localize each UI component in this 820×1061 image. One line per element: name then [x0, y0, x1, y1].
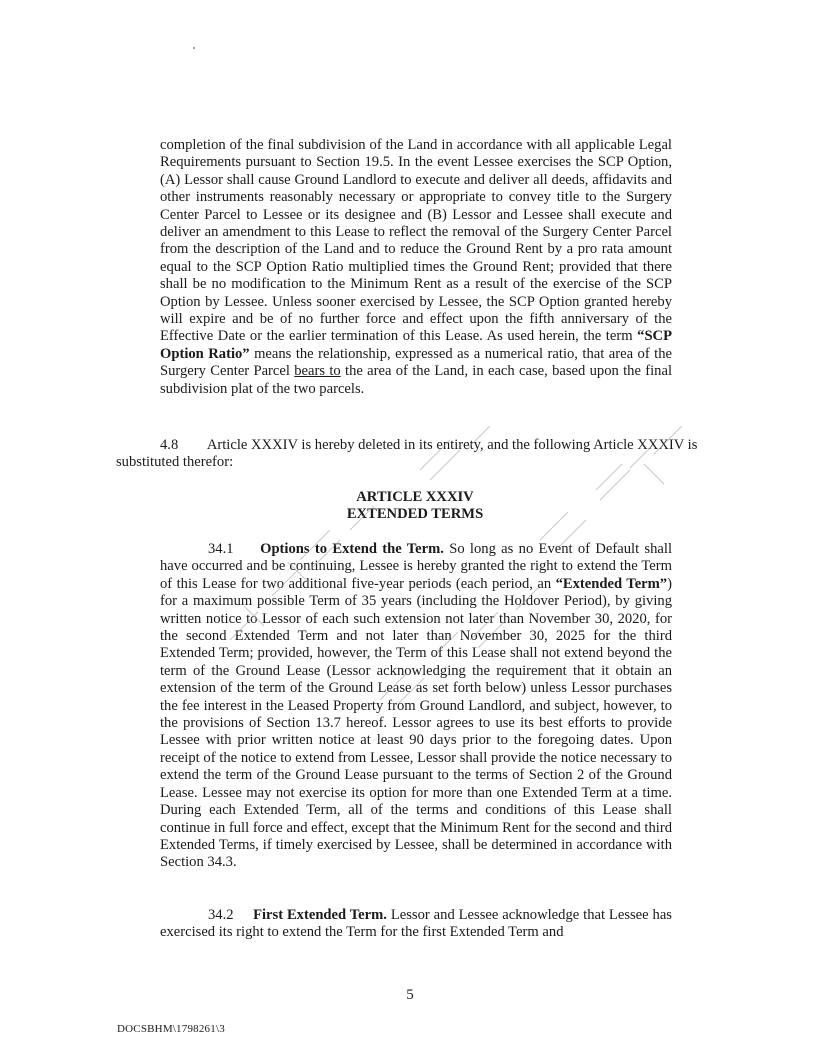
text-fragment: the area of the Land, in each case, based upon the final subdivision plat of the two parcels. — [160, 363, 672, 397]
section-34-1 — [160, 541, 672, 872]
line: deeds, affidavits and other instruments reasonably necessary or appropriate to — [160, 171, 673, 206]
document-id-footer: DOCSBHM\1798261\3 — [117, 1023, 225, 1035]
section-4-7-continuation — [160, 137, 672, 398]
line: Date or the earlier termination of this Lease. As used herein, the term — [217, 328, 638, 345]
text-fragment: means the relationship, expressed as a numerical ratio, that area of the Surgery Center Parcel — [160, 345, 672, 380]
article-heading — [280, 489, 550, 524]
scan-speck — [193, 47, 195, 49]
section-text: Lessor and Lessee acknowledge that Lessee has exercised its right to extend the Term for the first Extended Term and — [160, 907, 672, 941]
line: the Minimum Rent as a result of the exercise of the SCP Option by Lessee. — [160, 276, 672, 310]
line: SCP Option, (A) Lessor shall cause Ground Landlord to execute and deliver all — [160, 154, 672, 188]
line: and Lessee shall execute and deliver an amendment to this Lease to reflect the — [160, 206, 673, 241]
line: completion of the final subdivision of the Land in accordance with all applicable — [160, 137, 639, 153]
section-number: 34.2 — [208, 907, 234, 923]
section-number: 4.8 — [160, 437, 179, 453]
line: and be of no further force and effect upon the fifth anniversary of the Effective — [160, 311, 673, 345]
section-text: ) for a maximum possible Term of 35 years (including the Holdover Period), by giving written notice to Lessor of each such extension not later than November 30, 2020, for the second Extended Term and not later than November 30, 2025 for the third Extended Term; provided, however, the Term of this Lease shall not extend beyond the term of the Ground Lease (Lessor acknowledging the requirement that it obtain an extension of the term of the Ground Lease as set forth below) unless Lessor purchases the fee interest in the Leased Property from Ground Landlord, and subject, however, to the provisions of Section 13.7 hereof. Lessor agrees to use its best efforts to provide Lessee with prior written notice at least 90 days prior to the foregoing dates. Upon receipt of the notice to extend from Lessee, Lessor shall provide the notice necessary to extend the term of the Ground Lease pursuant to the terms of Section 2 of the Ground Lease. Lessee may not exercise its option for more than one Extended Term at a time. During each Extended Term, all of the terms and conditions of this Lease shall continue in full force and effect, except that the Minimum Rent for the second and third Extended Terms, if timely exercised by Lessee, shall be determined in accordance with Section 34.3. — [160, 575, 672, 871]
underlined-text: bears to — [294, 363, 341, 380]
line: Legal Requirements pursuant to Section 19.5. In the event Lessee exercises the — [160, 137, 672, 171]
page-number: 5 — [406, 987, 414, 1003]
section-text: So long as no Event of Default shall have occurred and be continuing, Lessee is hereby granted the right to extend the Term of this Lease for two additional five-year periods (each period, an — [160, 541, 672, 592]
line: removal of the Surgery Center Parcel from the description of the Land and to — [160, 224, 672, 258]
article-number: ARTICLE XXXIV — [356, 489, 474, 505]
line: convey title to the Surgery Center Parcel to Lessee or its designee and (B) Lessor — [160, 189, 672, 223]
section-heading: First Extended Term. — [253, 907, 387, 923]
line: multiplied times the Ground Rent; provided that there shall be no modification to — [160, 258, 672, 293]
line: Unless sooner exercised by Lessee, the SCP Option granted hereby will expire — [160, 293, 672, 328]
section-4-8 — [116, 437, 716, 472]
section-heading: Options to Extend the Term. — [260, 541, 444, 557]
line: reduce the Ground Rent by a pro rata amount equal to the SCP Option Ratio — [160, 241, 672, 275]
section-number: 34.1 — [208, 541, 234, 557]
section-34-2 — [160, 907, 672, 942]
defined-term-scp-option-ratio: “SCP Option Ratio” — [160, 328, 673, 362]
article-title: EXTENDED TERMS — [346, 506, 484, 523]
section-text: Article XXXIV is hereby deleted in its entirety, and the following Article XXXIV is substituted therefor: — [116, 437, 698, 471]
defined-term-extended-term: “Extended Term” — [555, 575, 668, 592]
